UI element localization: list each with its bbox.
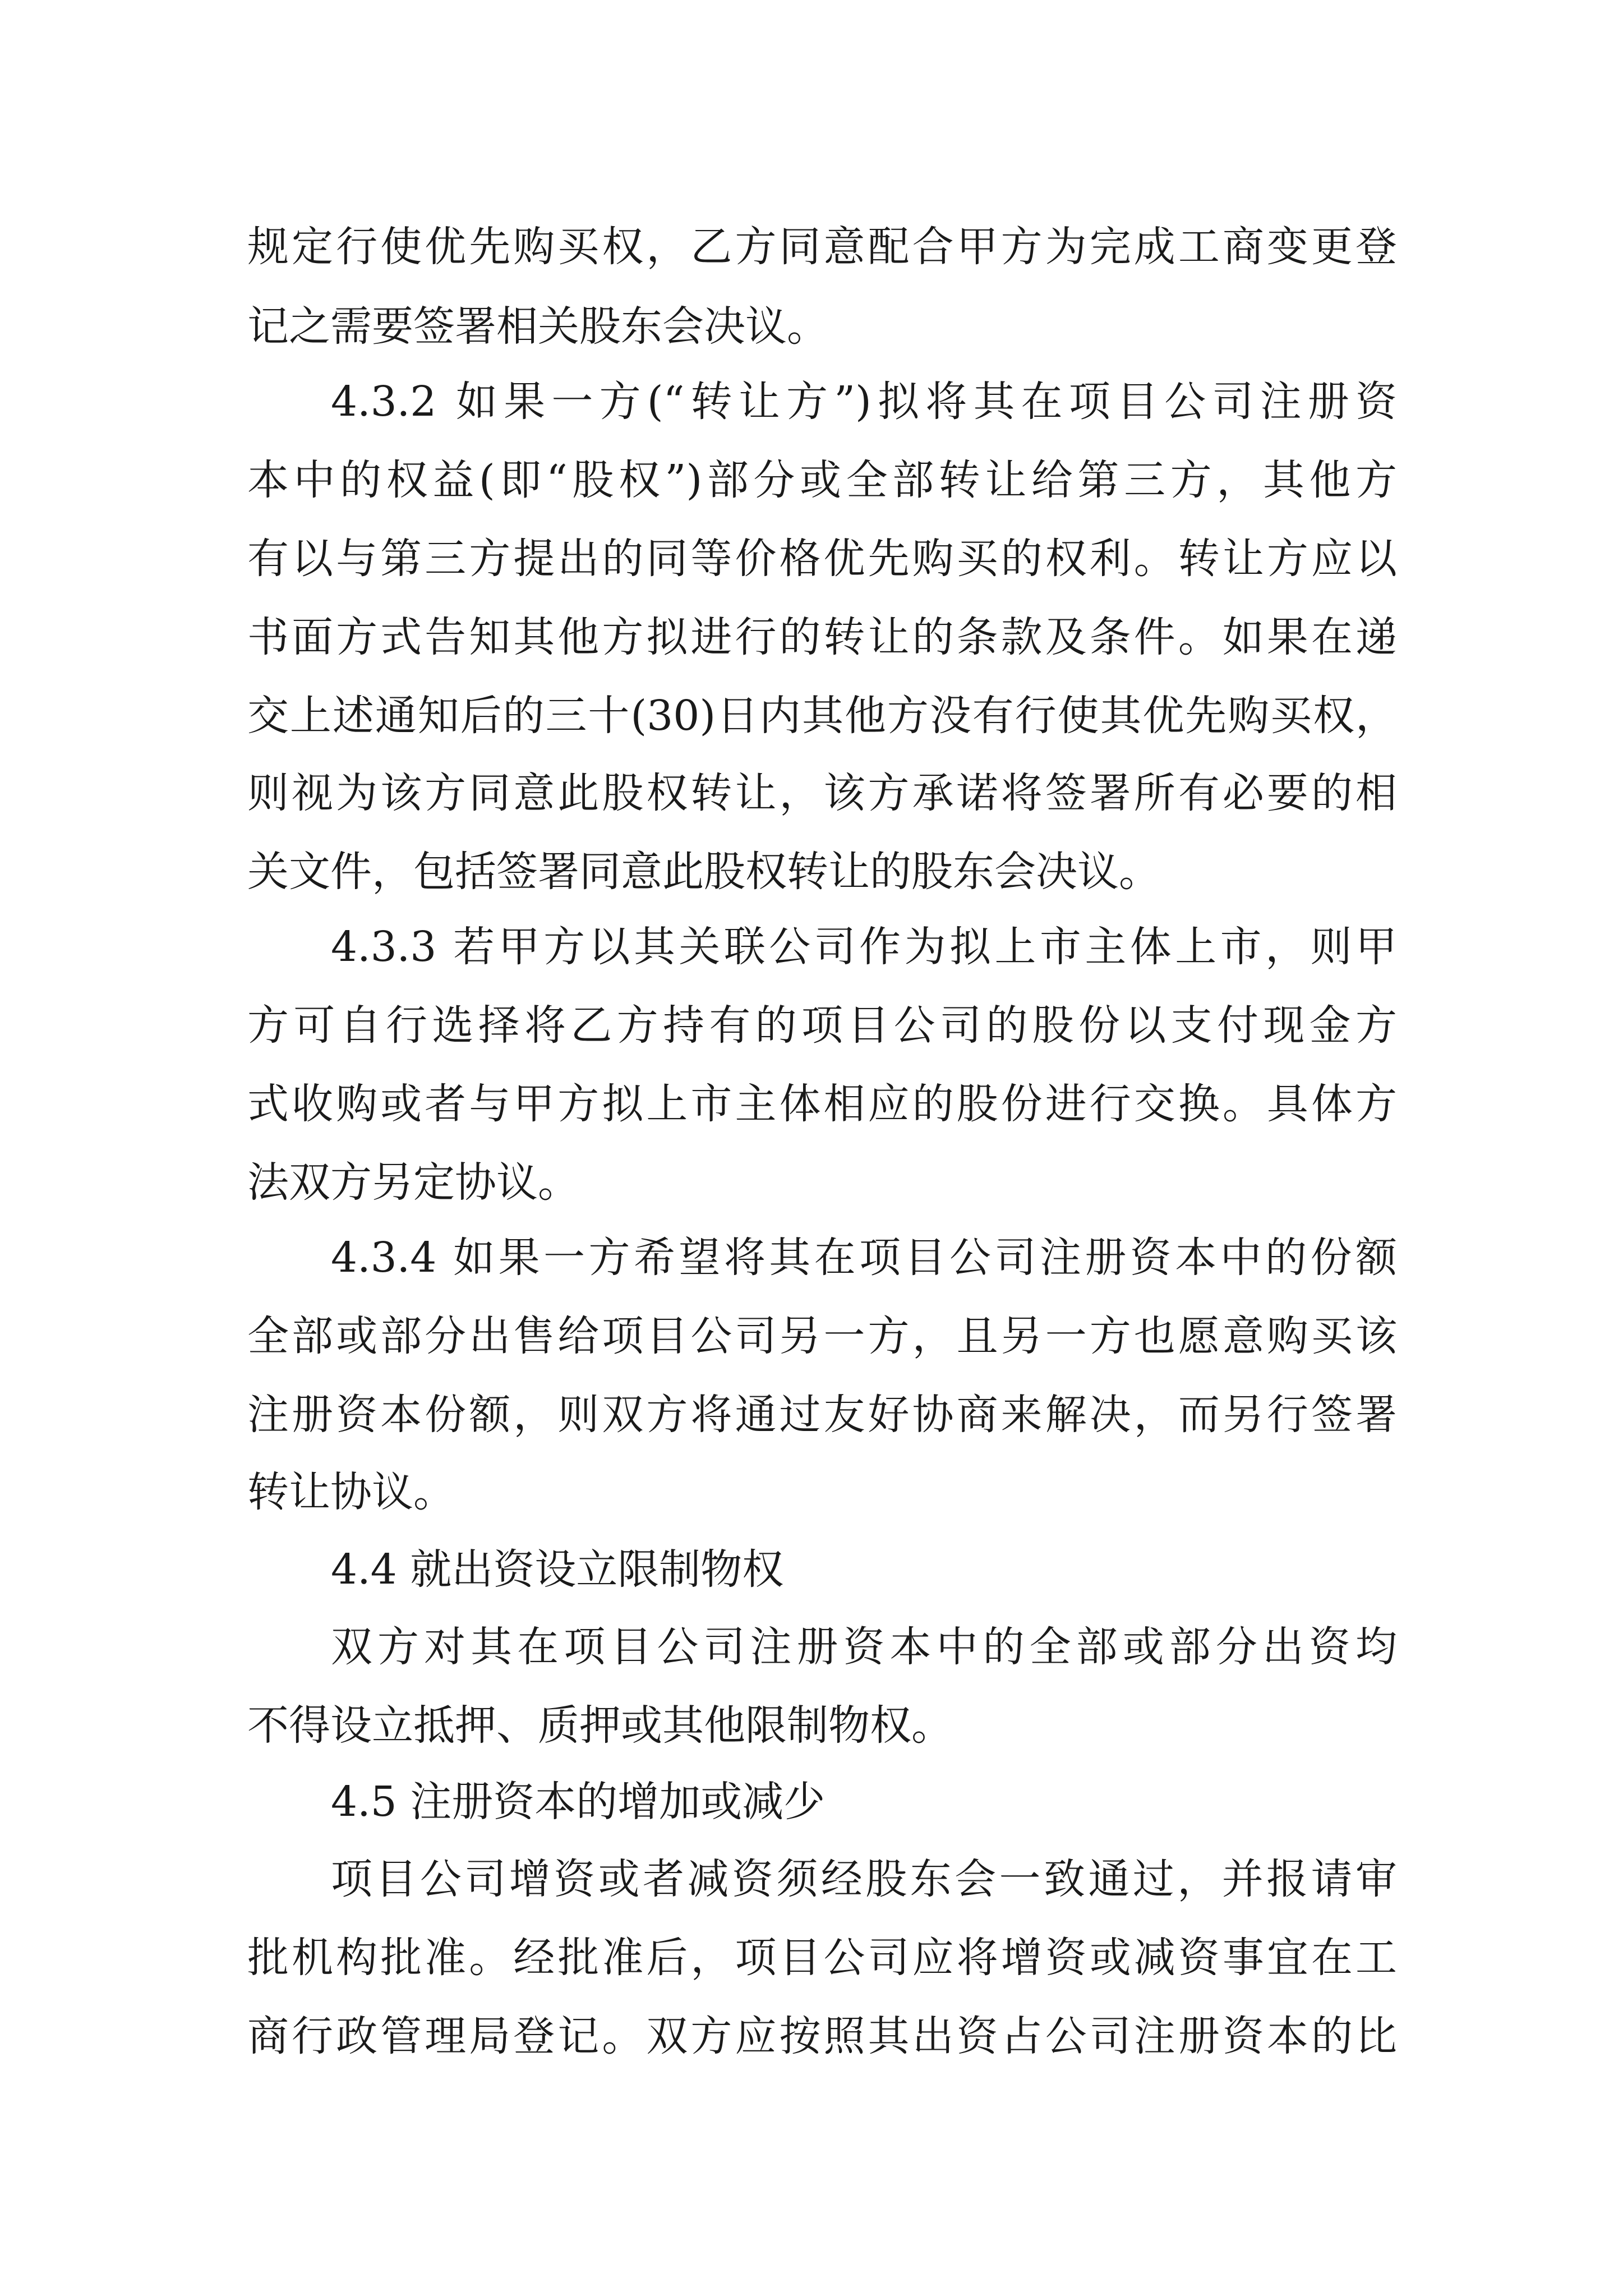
text-line-6: 书面方式告知其他方拟进行的转让的条款及条件。如果在递 xyxy=(247,613,1397,661)
text-line-14: 4.3.4 如果一方希望将其在项目公司注册资本中的份额 xyxy=(331,1234,1397,1282)
text-line-13: 法双方另定协议。 xyxy=(247,1158,579,1207)
text-line-3: 4.3.2 如果一方(“转让方”)拟将其在项目公司注册资 xyxy=(331,378,1397,426)
text-line-24: 商行政管理局登记。双方应按照其出资占公司注册资本的比 xyxy=(247,2012,1397,2060)
text-line-20: 不得设立抵押、质押或其他限制物权。 xyxy=(247,1701,953,1750)
text-line-7: 交上述通知后的三十(30)日内其他方没有行使其优先购买权， xyxy=(247,692,1397,740)
text-line-10: 4.3.3 若甲方以其关联公司作为拟上市主体上市，则甲 xyxy=(331,923,1397,971)
text-line-2: 记之需要签署相关股东会决议。 xyxy=(247,302,828,351)
text-line-1: 规定行使优先购买权，乙方同意配合甲方为完成工商变更登 xyxy=(247,223,1397,271)
text-line-9: 关文件，包括签署同意此股权转让的股东会决议。 xyxy=(247,848,1160,896)
text-line-4: 本中的权益(即“股权”)部分或全部转让给第三方，其他方 xyxy=(247,456,1397,504)
text-line-17: 转让协议。 xyxy=(247,1468,455,1516)
text-line-8: 则视为该方同意此股权转让，该方承诺将签署所有必要的相 xyxy=(247,769,1397,817)
text-line-12: 式收购或者与甲方拟上市主体相应的股份进行交换。具体方 xyxy=(247,1080,1397,1128)
text-line-19: 双方对其在项目公司注册资本中的全部或部分出资均 xyxy=(331,1623,1397,1671)
text-line-11: 方可自行选择将乙方持有的项目公司的股份以支付现金方 xyxy=(247,1001,1397,1050)
section-heading-4-5: 4.5 注册资本的增加或减少 xyxy=(331,1778,826,1826)
text-line-16: 注册资本份额，则双方将通过友好协商来解决，而另行签署 xyxy=(247,1391,1397,1439)
text-line-5: 有以与第三方提出的同等价格优先购买的权利。转让方应以 xyxy=(247,535,1397,583)
text-line-23: 批机构批准。经批准后，项目公司应将增资或减资事宜在工 xyxy=(247,1934,1397,1982)
text-line-22: 项目公司增资或者减资须经股东会一致通过，并报请审 xyxy=(331,1855,1397,1903)
text-line-15: 全部或部分出售给项目公司另一方，且另一方也愿意购买该 xyxy=(247,1312,1397,1360)
section-heading-4-4: 4.4 就出资设立限制物权 xyxy=(331,1545,784,1594)
